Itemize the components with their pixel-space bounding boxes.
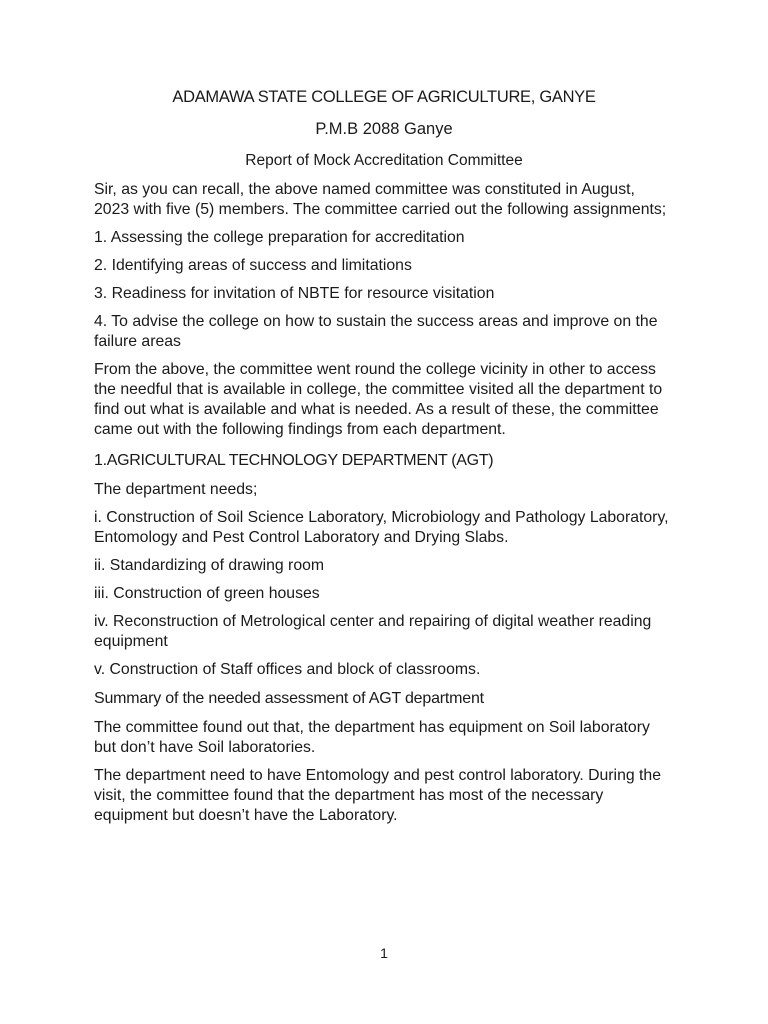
need-item: iii. Construction of green houses xyxy=(94,585,320,602)
summary-paragraph: The department need to have Entomology and pest control laboratory. During the visit, the committee found that the department has most of the necessary equipment but doesn’t have the Laboratory. xyxy=(94,767,661,824)
assignment-item: 4. To advise the college on how to sustain the success areas and improve on the failure areas xyxy=(94,313,658,350)
intro-paragraph: Sir, as you can recall, the above named committee was constituted in August, 2023 with five (5) members. The committee carried out the following assignments; xyxy=(94,181,667,218)
assignment-item: 3. Readiness for invitation of NBTE for resource visitation xyxy=(94,285,495,302)
findings-intro-paragraph: From the above, the committee went round the college vicinity in other to access the needful that is available in college, the committee visited all the department to find out what is available and what is needed. As a result of these, the committee came out with the following findings from each department. xyxy=(94,361,663,438)
institution-address: P.M.B 2088 Ganye xyxy=(315,120,453,138)
page-number: 1 xyxy=(380,945,388,961)
summary-paragraph: The committee found out that, the department has equipment on Soil laboratory but don’t have Soil laboratories. xyxy=(94,719,650,756)
report-title: Report of Mock Accreditation Committee xyxy=(245,152,523,169)
assignment-item: 1. Assessing the college preparation for accreditation xyxy=(94,229,465,246)
need-item: i. Construction of Soil Science Laboratory, Microbiology and Pathology Laboratory, Entomology and Pest Control Laboratory and Drying Slabs. xyxy=(94,509,669,546)
need-item: ii. Standardizing of drawing room xyxy=(94,557,325,574)
agt-summary-heading: Summary of the needed assessment of AGT department xyxy=(94,690,484,707)
need-item: v. Construction of Staff offices and block of classrooms. xyxy=(94,661,481,678)
institution-title: ADAMAWA STATE COLLEGE OF AGRICULTURE, GANYE xyxy=(172,88,596,106)
agt-section-heading: 1.AGRICULTURAL TECHNOLOGY DEPARTMENT (AGT) xyxy=(94,452,494,469)
needs-intro: The department needs; xyxy=(94,481,258,498)
assignment-item: 2. Identifying areas of success and limitations xyxy=(94,257,412,274)
document-page xyxy=(94,86,674,834)
need-item: iv. Reconstruction of Metrological center and repairing of digital weather reading equipment xyxy=(94,613,652,650)
